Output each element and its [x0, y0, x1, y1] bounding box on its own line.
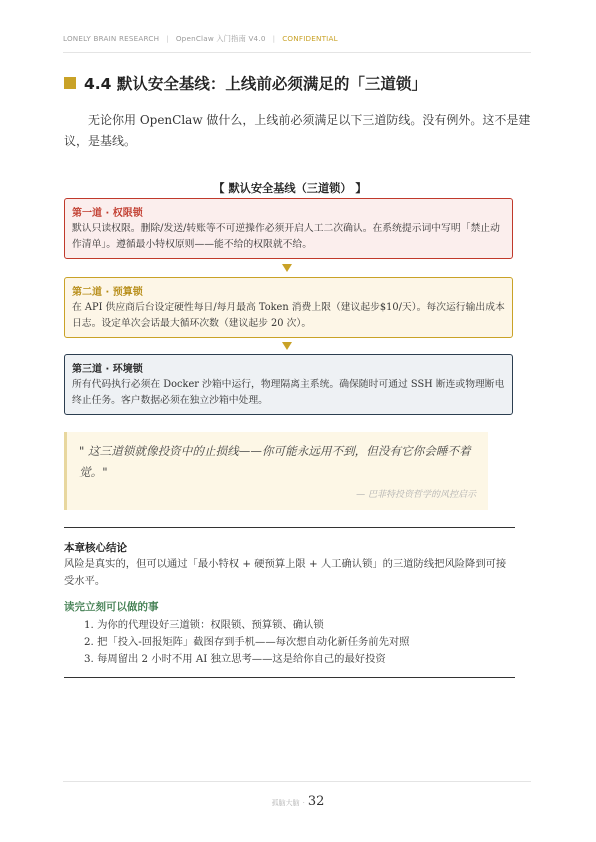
header-divider [63, 52, 531, 53]
quote-block [64, 432, 488, 510]
actions-list [84, 617, 409, 668]
header-separator: | [166, 34, 169, 43]
page-number: 32 [307, 794, 325, 809]
summary-bottom-rule [64, 677, 515, 678]
header-org: LONELY BRAIN RESEARCH [63, 34, 160, 43]
summary-top-rule [64, 527, 515, 528]
lock-box-budget [64, 277, 513, 338]
heading-square-icon [64, 77, 76, 89]
lock-title: 第一道 · 权限锁 [72, 208, 143, 219]
header-separator: | [272, 34, 276, 43]
lock-title: 第二道 · 预算锁 [72, 287, 143, 298]
list-item: 2. 把「投入-回报矩阵」截图存到手机——每次想自动化新任务前先对照 [84, 636, 410, 648]
list-item: 1. 为你的代理设好三道锁：权限锁、预算锁、确认锁 [84, 619, 324, 631]
lock-body: 在 API 供应商后台设定硬性每日/每月最高 Token 消费上限（建议起步$10/天）。每次运行输出成本日志。设定单次会话最大循环次数（建议起步 20 次）。 [72, 302, 505, 329]
running-header [63, 34, 531, 44]
section-title: 4.4 默认安全基线：上线前必须满足的「三道锁」 [84, 75, 427, 93]
header-confidential-label: CONFIDENTIAL [282, 34, 338, 43]
lock-box-environment [64, 354, 513, 415]
section-heading [64, 72, 427, 94]
list-item: 3. 每周留出 2 小时不用 AI 独立思考——这是给你自己的最好投资 [84, 653, 386, 665]
lock-box-permission [64, 198, 513, 259]
lock-body: 所有代码执行必须在 Docker 沙箱中运行，物理隔离主系统。确保随时可通过 SSH 断连或物理断电终止任务。客户数据必须在独立沙箱中处理。 [72, 379, 505, 406]
lock-body: 默认只读权限。删除/发送/转账等不可逆操作必须开启人工二次确认。在系统提示词中写明「禁止动作清单」。遵循最小特权原则——能不给的权限就不给。 [72, 223, 500, 250]
down-arrow-icon [282, 264, 292, 272]
page-footer [0, 790, 596, 809]
down-arrow-icon [282, 342, 292, 350]
footer-dot: · [302, 799, 305, 807]
intro-paragraph: 无论你用 OpenClaw 做什么，上线前必须满足以下三道防线。没有例外。这不是建议，是基线。 [64, 113, 531, 148]
diagram-title: 【 默认安全基线（三道锁） 】 [213, 182, 367, 195]
quote-text: " 这三道锁就像投资中的止损线——你可能永远用不到，但没有它你会睡不着觉。" [79, 444, 471, 479]
quote-source: — 巴菲特投资哲学的风控启示 [356, 490, 476, 500]
header-doc-title: OpenClaw 入门指南 V4.0 [175, 34, 266, 43]
actions-heading: 读完立刻可以做的事 [64, 601, 159, 613]
summary-body: 风险是真实的，但可以通过「最小特权 + 硬预算上限 + 人工确认锁」的三道防线把风险降到可接受水平。 [64, 558, 507, 587]
footer-divider [63, 781, 531, 782]
summary-heading: 本章核心结论 [64, 542, 127, 554]
footer-label: 孤脑大脑 [271, 799, 300, 807]
lock-title: 第三道 · 环境锁 [72, 364, 143, 375]
